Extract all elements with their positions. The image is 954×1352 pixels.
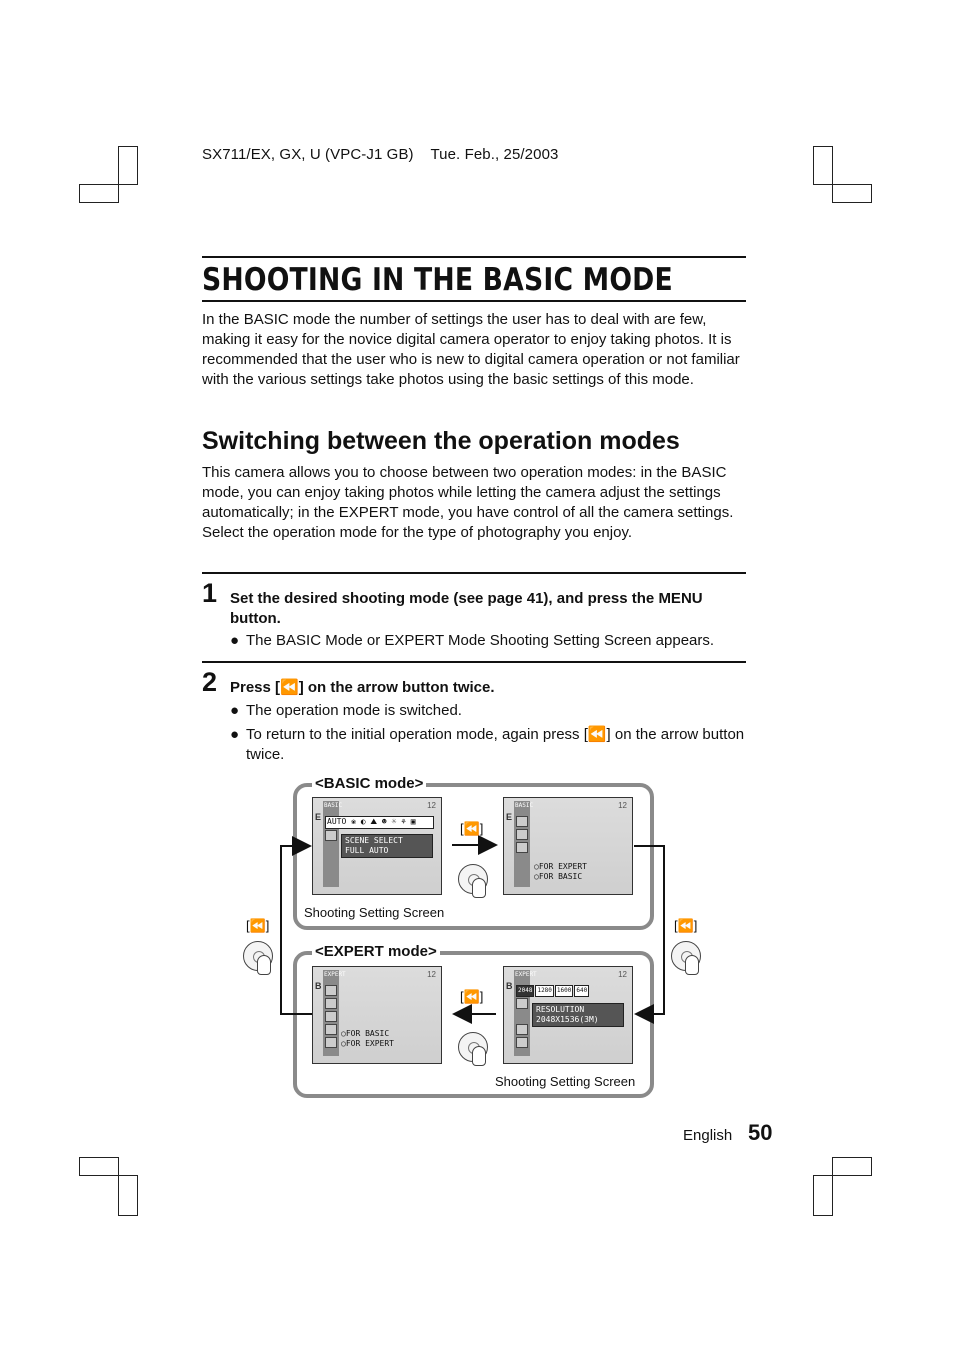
menu-icon — [325, 1024, 337, 1035]
mode-tab: EXPERT — [324, 971, 346, 978]
basic-mode-label: <BASIC mode> — [312, 775, 426, 792]
basic-setting-screen — [312, 797, 442, 895]
resolution-option: 640 — [574, 985, 589, 997]
mode-tab: BASIC — [515, 802, 534, 809]
resolution-row — [516, 985, 589, 997]
intro-paragraph: In the BASIC mode the number of settings the user has to deal with are few, making it easy for the novice digital camera operator to enjoy taking photos. It is recommended that the user who is new to digital camera operation or not familiar with the various settings take photos using the basic settings of this mode. — [202, 311, 740, 388]
menu-icon — [516, 1024, 528, 1035]
menu-icon — [516, 1037, 528, 1048]
popup-line: FULL AUTO — [345, 846, 389, 855]
option-label: FOR EXPERT — [345, 1039, 394, 1048]
arrow-button-label: [⏪] — [460, 821, 484, 836]
basic-switch-screen — [503, 797, 633, 895]
arrow-button-label: [⏪] — [460, 989, 484, 1004]
expert-setting-screen — [503, 966, 633, 1064]
menu-icon — [325, 985, 337, 996]
option-for-basic: ○FOR BASIC — [534, 872, 583, 881]
screen-caption: Shooting Setting Screen — [304, 905, 445, 920]
step-number: 1 — [202, 578, 218, 608]
mode-tab: BASIC — [324, 802, 343, 809]
bullet-icon: ● — [230, 702, 240, 719]
option-label: FOR EXPERT — [538, 862, 587, 871]
step-instruction: Set the desired shooting mode (see page 41), and press the MENU button. — [230, 590, 703, 627]
pressing-finger-icon — [472, 1046, 486, 1066]
side-marker: B — [315, 981, 322, 991]
bullet-text: The operation mode is switched. — [246, 702, 462, 719]
page-number: 50 — [748, 1120, 773, 1145]
resolution-option: 1600 — [555, 985, 573, 997]
section-heading: Switching between the operation modes — [202, 427, 680, 455]
menu-icon — [325, 1037, 337, 1048]
arrow-button-label: [⏪] — [674, 918, 698, 933]
expert-mode-label: <EXPERT mode> — [312, 943, 440, 960]
option-label: FOR BASIC — [345, 1029, 390, 1038]
bullet-text: To return to the initial operation mode, again press [⏪] on the arrow button twice. — [246, 726, 745, 763]
side-marker: E — [315, 812, 322, 822]
shot-count: 12 — [427, 970, 436, 979]
resolution-icon — [325, 830, 337, 841]
page-title: SHOOTING IN THE BASIC MODE — [202, 262, 673, 298]
resolution-option: 2048 — [516, 985, 534, 997]
option-for-basic: ○FOR BASIC — [341, 1029, 390, 1038]
menu-icon — [516, 998, 528, 1009]
bullet-text: The BASIC Mode or EXPERT Mode Shooting Setting Screen appears. — [246, 632, 715, 649]
step-instruction: Press [⏪] on the arrow button twice. — [230, 679, 495, 696]
option-label: FOR BASIC — [538, 872, 583, 881]
bullet-icon: ● — [230, 726, 240, 743]
menu-icon — [516, 816, 528, 827]
shot-count: 12 — [618, 801, 627, 810]
menu-icon — [325, 998, 337, 1009]
scene-icons-row: AUTO ❀ ◐ ⛰ ☻ ☼ ⚘ ▣ — [325, 816, 434, 829]
option-for-expert: ○FOR EXPERT — [534, 862, 587, 871]
scene-popup — [341, 834, 433, 858]
bullet-icon: ● — [230, 632, 240, 649]
side-marker: B — [506, 981, 513, 991]
menu-strip — [323, 801, 339, 887]
menu-icon — [516, 829, 528, 840]
mode-tab: EXPERT — [515, 971, 537, 978]
pressing-finger-icon — [257, 955, 271, 975]
section-body: This camera allows you to choose between two operation modes: in the BASIC mode, you can enjoy taking photos while letting the camera adjust the settings automatically; in the EXPERT mode, you have control of all the camera settings. Select the operation mode for the type of photography you enjoy. — [202, 464, 734, 541]
side-marker: E — [506, 812, 513, 822]
pressing-finger-icon — [472, 878, 486, 898]
shot-count: 12 — [618, 970, 627, 979]
screen-caption: Shooting Setting Screen — [495, 1074, 636, 1089]
menu-icon — [516, 842, 528, 853]
step-number: 2 — [202, 667, 218, 697]
document-header: SX711/EX, GX, U (VPC-J1 GB) Tue. Feb., 25/2003 — [202, 146, 559, 163]
popup-line: RESOLUTION — [536, 1005, 585, 1014]
popup-line: 2048X1536(3M) — [536, 1015, 599, 1024]
footer-language: English — [683, 1127, 733, 1144]
menu-icon — [325, 1011, 337, 1022]
popup-line: SCENE SELECT — [345, 836, 403, 845]
expert-switch-screen — [312, 966, 442, 1064]
pressing-finger-icon — [685, 955, 699, 975]
shot-count: 12 — [427, 801, 436, 810]
resolution-option: 1280 — [535, 985, 553, 997]
option-for-expert: ○FOR EXPERT — [341, 1039, 394, 1048]
resolution-popup — [532, 1003, 624, 1027]
arrow-button-label: [⏪] — [246, 918, 270, 933]
